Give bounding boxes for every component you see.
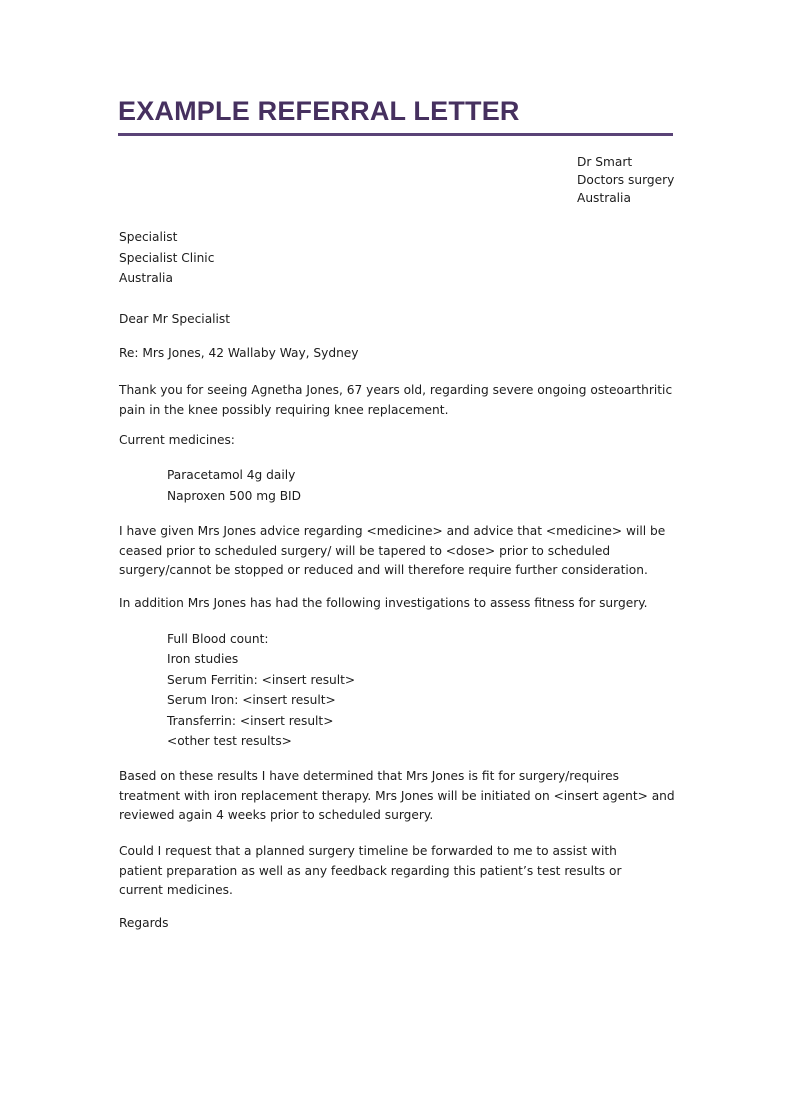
paragraph-line: ceased prior to scheduled surgery/ will be tapered to <dose> prior to scheduled — [119, 543, 611, 558]
paragraph-line: reviewed again 4 weeks prior to scheduled surgery. — [119, 808, 434, 822]
sender-address — [577, 153, 674, 207]
re-line: Re: Mrs Jones, 42 Wallaby Way, Sydney — [119, 346, 359, 360]
paragraph-line: patient preparation as well as any feedback regarding this patient’s test results or — [119, 863, 622, 878]
closing-regards: Regards — [119, 916, 169, 930]
paragraph-line: Could I request that a planned surgery timeline be forwarded to me to assist with — [119, 844, 617, 858]
advice-paragraph — [119, 522, 665, 581]
medicine-item: Paracetamol 4g daily — [167, 468, 296, 482]
paragraph-line: treatment with iron replacement therapy. Mrs Jones will be initiated on <insert agent> and — [119, 788, 675, 803]
paragraph-line: Based on these results I have determined that Mrs Jones is fit for surgery/requires — [119, 769, 619, 783]
medicines-list — [167, 465, 301, 507]
test-item: Iron studies — [167, 652, 239, 667]
recipient-clinic: Specialist Clinic — [119, 250, 215, 265]
tests-list — [167, 629, 355, 751]
test-item: Serum Ferritin: <insert result> — [167, 672, 356, 687]
medicine-item: Naproxen 500 mg BID — [167, 489, 302, 503]
salutation: Dear Mr Specialist — [119, 312, 231, 326]
test-item: <other test results> — [167, 734, 292, 749]
test-item: Transferrin: <insert result> — [167, 713, 334, 728]
test-item: Full Blood count: — [167, 632, 269, 646]
paragraph-line: pain in the knee possibly requiring knee replacement. — [119, 402, 449, 417]
intro-paragraph — [119, 381, 672, 420]
paragraph-line: Thank you for seeing Agnetha Jones, 67 years old, regarding severe ongoing osteoarthritic — [119, 383, 673, 397]
paragraph-line: I have given Mrs Jones advice regarding <medicine> and advice that <medicine> will be — [119, 524, 666, 538]
investigations-intro: In addition Mrs Jones has had the following investigations to assess fitness for surgery. — [119, 596, 648, 610]
test-item: Serum Iron: <insert result> — [167, 693, 336, 708]
medicines-label: Current medicines: — [119, 433, 235, 447]
letter-title: EXAMPLE REFERRAL LETTER — [118, 96, 520, 126]
results-paragraph — [119, 767, 675, 826]
recipient-name: Specialist — [119, 230, 178, 244]
request-paragraph — [119, 842, 622, 901]
sender-practice: Doctors surgery — [577, 173, 675, 187]
title-underline-divider — [118, 133, 673, 136]
paragraph-line: surgery/cannot be stopped or reduced and will therefore require further consideration. — [119, 563, 648, 577]
sender-name: Dr Smart — [577, 155, 633, 169]
recipient-country: Australia — [119, 271, 173, 285]
paragraph-line: current medicines. — [119, 883, 233, 897]
recipient-address — [119, 227, 214, 289]
sender-country: Australia — [577, 191, 631, 205]
